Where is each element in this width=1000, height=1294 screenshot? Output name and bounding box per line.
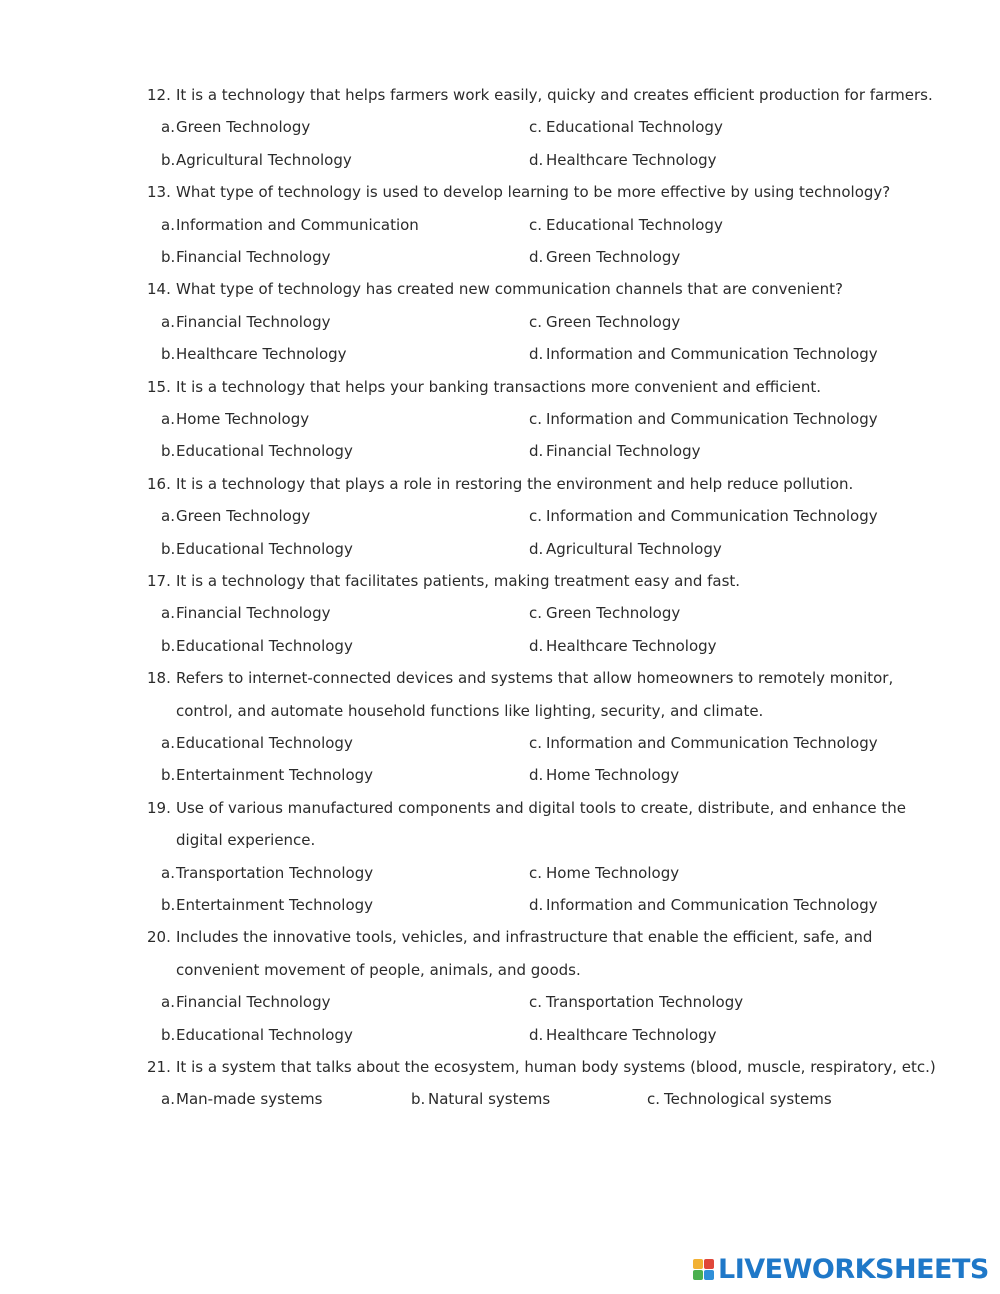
options-row — [0, 241, 1000, 273]
options-row — [0, 857, 1000, 889]
question-line — [0, 468, 1000, 500]
option-text: Natural systems — [428, 1090, 551, 1109]
option-text: Information and Communication Technology — [546, 896, 878, 914]
logo-block — [704, 1259, 714, 1269]
option-text: Financial Technology — [176, 993, 331, 1012]
question-line — [0, 79, 1000, 111]
option-letter: a. — [161, 215, 175, 234]
options-row — [0, 306, 1000, 338]
question-text: Includes the innovative tools, vehicles, and infrastructure that enable the efficient, safe, and — [176, 928, 873, 947]
options-row — [0, 727, 1000, 759]
options-row — [0, 144, 1000, 176]
option-letter: b. — [161, 636, 176, 655]
option-letter: c. — [529, 312, 543, 331]
logo-blocks-icon — [693, 1259, 714, 1280]
options-row — [0, 533, 1000, 565]
question-line — [0, 176, 1000, 208]
options-row — [0, 403, 1000, 435]
option-text: Transportation Technology — [176, 863, 374, 882]
question-line — [0, 792, 1000, 824]
option-letter: c. — [647, 1090, 661, 1109]
option-text: Educational Technology — [176, 734, 353, 752]
question-line — [0, 273, 1000, 305]
option-letter: a. — [161, 410, 175, 428]
question-text: It is a system that talks about the ecosystem, human body systems (blood, muscle, respiratory, etc.) — [176, 1058, 936, 1076]
question-number: 19. — [147, 798, 171, 817]
question-text: digital experience. — [176, 831, 316, 850]
option-letter: b. — [411, 1090, 426, 1109]
options-row — [0, 1019, 1000, 1051]
option-text: Information and Communication Technology — [546, 410, 878, 428]
question-line — [0, 662, 1000, 694]
option-text: Information and Communication Technology — [546, 345, 878, 364]
option-text: Green Technology — [176, 118, 311, 137]
question-number: 20. — [147, 928, 171, 947]
option-letter: c. — [529, 863, 543, 882]
option-letter: a. — [161, 1090, 175, 1109]
option-letter: a. — [161, 993, 175, 1012]
option-text: Agricultural Technology — [546, 539, 722, 558]
options-row — [0, 1083, 1000, 1115]
option-letter: b. — [161, 539, 176, 558]
option-letter: b. — [161, 150, 176, 169]
option-text: Educational Technology — [176, 1025, 353, 1044]
option-letter: c. — [529, 507, 543, 526]
option-text: Educational Technology — [546, 118, 723, 137]
option-letter: d. — [529, 345, 544, 364]
question-number: 21. — [147, 1058, 171, 1076]
option-letter: d. — [529, 442, 544, 461]
option-letter: d. — [529, 248, 544, 266]
options-row — [0, 759, 1000, 791]
options-row — [0, 500, 1000, 532]
question-number: 17. — [147, 572, 171, 590]
option-text: Entertainment Technology — [176, 766, 374, 785]
option-text: Healthcare Technology — [546, 1025, 717, 1044]
option-text: Healthcare Technology — [546, 150, 717, 169]
option-letter: d. — [529, 1025, 544, 1044]
option-text: Information and Communication Technology — [546, 507, 878, 526]
option-letter: d. — [529, 636, 544, 655]
question-number: 12. — [147, 86, 171, 104]
question-text: What type of technology is used to develop learning to be more effective by using technology? — [176, 183, 891, 202]
option-text: Green Technology — [546, 604, 681, 623]
option-letter: c. — [529, 118, 543, 137]
option-text: Financial Technology — [176, 604, 331, 623]
option-letter: d. — [529, 896, 544, 914]
option-text: Green Technology — [546, 248, 681, 266]
option-letter: a. — [161, 312, 175, 331]
options-row — [0, 111, 1000, 143]
option-text: Financial Technology — [176, 248, 331, 266]
options-row — [0, 597, 1000, 629]
option-text: Financial Technology — [546, 442, 701, 461]
question-text: It is a technology that facilitates patients, making treatment easy and fast. — [176, 572, 741, 590]
option-letter: b. — [161, 442, 176, 461]
option-text: Educational Technology — [546, 215, 723, 234]
option-text: Educational Technology — [176, 636, 353, 655]
option-text: Home Technology — [176, 410, 310, 428]
question-text: control, and automate household functions like lighting, security, and climate. — [176, 701, 764, 720]
question-continuation — [0, 954, 1000, 986]
question-continuation — [0, 695, 1000, 727]
option-text: Agricultural Technology — [176, 150, 352, 169]
option-letter: a. — [161, 507, 175, 526]
option-letter: c. — [529, 604, 543, 623]
option-letter: d. — [529, 150, 544, 169]
question-number: 18. — [147, 669, 171, 688]
question-line — [0, 565, 1000, 597]
question-number: 15. — [147, 377, 171, 396]
question-line — [0, 1051, 1000, 1083]
option-letter: c. — [529, 993, 543, 1012]
question-text: What type of technology has created new communication channels that are convenient? — [176, 280, 843, 299]
question-number: 14. — [147, 280, 171, 299]
question-line — [0, 371, 1000, 403]
option-letter: c. — [529, 410, 543, 428]
option-letter: b. — [161, 1025, 176, 1044]
question-line — [0, 921, 1000, 953]
question-text: It is a technology that helps farmers work easily, quicky and creates efficient production for farmers. — [176, 86, 933, 104]
options-row — [0, 889, 1000, 921]
option-text: Home Technology — [546, 766, 680, 785]
options-row — [0, 435, 1000, 467]
option-text: Transportation Technology — [546, 993, 744, 1012]
options-row — [0, 338, 1000, 370]
question-number: 16. — [147, 474, 171, 493]
logo-block — [704, 1270, 714, 1280]
option-text: Information and Communication — [176, 215, 419, 234]
question-number: 13. — [147, 183, 171, 202]
question-continuation — [0, 824, 1000, 856]
option-text: Financial Technology — [176, 312, 331, 331]
option-letter: b. — [161, 248, 176, 266]
option-letter: a. — [161, 734, 175, 752]
option-text: Healthcare Technology — [176, 345, 347, 364]
option-text: Green Technology — [546, 312, 681, 331]
option-letter: b. — [161, 766, 176, 785]
option-text: Educational Technology — [176, 442, 353, 461]
option-letter: a. — [161, 863, 175, 882]
option-letter: a. — [161, 604, 175, 623]
question-text: It is a technology that plays a role in restoring the environment and help reduce pollution. — [176, 474, 854, 493]
option-text: Healthcare Technology — [546, 636, 717, 655]
options-row — [0, 630, 1000, 662]
options-row — [0, 209, 1000, 241]
question-text: Refers to internet-connected devices and systems that allow homeowners to remotely monitor, — [176, 669, 894, 688]
option-letter: d. — [529, 539, 544, 558]
option-letter: b. — [161, 345, 176, 364]
question-text: It is a technology that helps your banking transactions more convenient and efficient. — [176, 377, 821, 396]
logo-block — [693, 1259, 703, 1269]
option-text: Entertainment Technology — [176, 896, 374, 914]
options-row — [0, 986, 1000, 1018]
option-letter: b. — [161, 896, 176, 914]
option-text: Man-made systems — [176, 1090, 323, 1109]
option-letter: a. — [161, 118, 175, 137]
question-text: Use of various manufactured components and digital tools to create, distribute, and enhance the — [176, 798, 906, 817]
option-text: Educational Technology — [176, 539, 353, 558]
option-letter: c. — [529, 734, 543, 752]
option-text: Technological systems — [664, 1090, 832, 1109]
option-text: Information and Communication Technology — [546, 734, 878, 752]
logo-text: LIVEWORKSHEETS — [718, 1253, 989, 1285]
liveworksheets-logo — [693, 1253, 989, 1285]
option-text: Home Technology — [546, 863, 680, 882]
option-text: Green Technology — [176, 507, 311, 526]
option-letter: c. — [529, 215, 543, 234]
question-text: convenient movement of people, animals, and goods. — [176, 960, 581, 979]
logo-block — [693, 1270, 703, 1280]
option-letter: d. — [529, 766, 544, 785]
